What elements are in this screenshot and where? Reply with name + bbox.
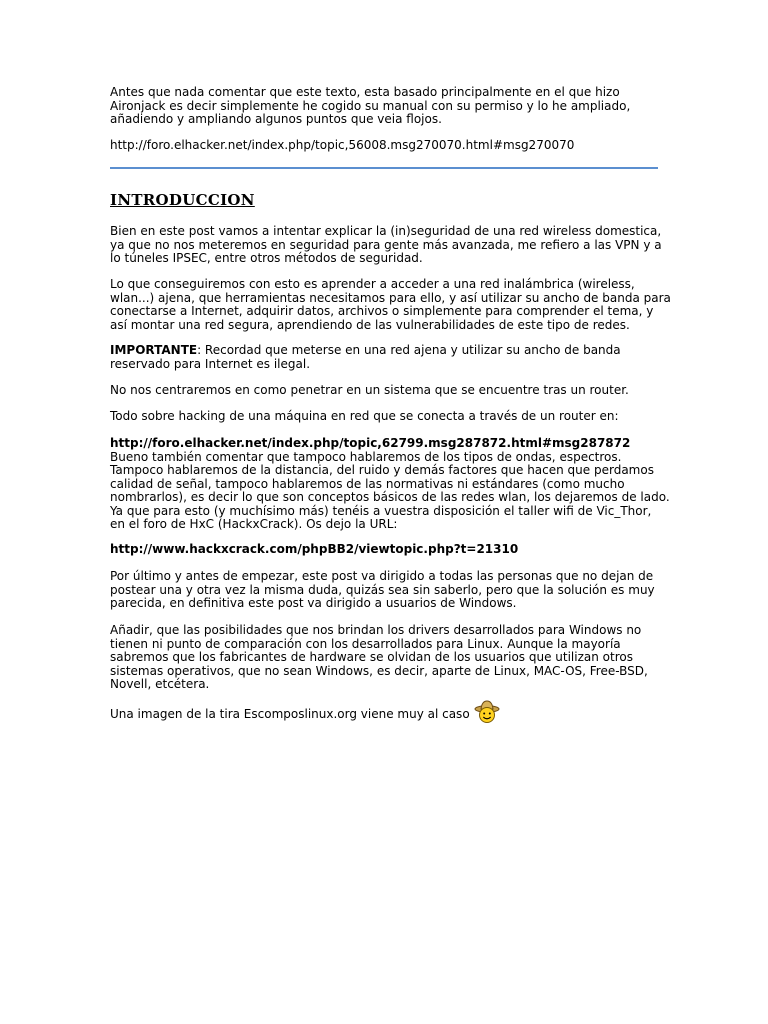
paragraph-line: parecida, en definitiva este post va dirigido a usuarios de Windows. bbox=[110, 596, 517, 610]
cowboy-smiley-icon bbox=[474, 700, 500, 724]
paragraph-line: postear una y otra vez la misma duda, quizás sea sin saberlo, pero que la solución es muy bbox=[110, 582, 655, 597]
paragraph-line: así montar una red segura, aprendiendo de las vulnerabilidades de este tipo de redes. bbox=[110, 317, 630, 332]
paragraph-line: Bien en este post vamos a intentar explicar la (in)seguridad de una red wireless domestica, bbox=[110, 224, 662, 238]
paragraph-line: Bueno también comentar que tampoco hablaremos de los tipos de ondas, espectros. bbox=[110, 449, 622, 464]
paragraph-line: Ya que para esto (y muchísimo más) tenéis a vuestra disposición el taller wifi de Vic_Thor, bbox=[110, 503, 652, 518]
paragraph-line: Todo sobre hacking de una máquina en red que se conecta a través de un router en: bbox=[110, 409, 619, 423]
paragraph-line: Tampoco hablaremos de la distancia, del ruido y demás factores que hacen que perdamos bbox=[110, 463, 654, 477]
paragraph-line: sabremos que los fabricantes de hardware se olvidan de los usuarios que utilizan otros bbox=[110, 650, 633, 664]
important-note bbox=[110, 344, 670, 371]
intro-line: Antes que nada comentar que este texto, esta basado principalmente en el que hizo bbox=[110, 85, 620, 99]
source-link[interactable]: http://foro.elhacker.net/index.php/topic,56008.msg270070.html#msg270070 bbox=[110, 138, 575, 152]
intro-line: Aironjack es decir simplemente he cogido su manual con su permiso y lo he ampliado, bbox=[110, 98, 631, 113]
paragraph-7 bbox=[110, 624, 670, 692]
paragraph-line: Añadir, que las posibilidades que nos brindan los drivers desarrollados para Windows no bbox=[110, 623, 642, 637]
paragraph-line: conectarse a Internet, adquirir datos, archivos o simplemente para comprender el tema, y bbox=[110, 304, 654, 318]
hacking-link[interactable]: http://foro.elhacker.net/index.php/topic,62799.msg287872.html#msg287872 bbox=[110, 436, 631, 450]
paragraph-line: Una imagen de la tira Escomposlinux.org viene muy al caso bbox=[110, 707, 470, 721]
important-text: : Recordad que meterse en una red ajena y utilizar su ancho de banda bbox=[197, 343, 621, 357]
intro-block bbox=[110, 86, 670, 127]
paragraph-line: Por último y antes de empezar, este post va dirigido a todas las personas que no dejan de bbox=[110, 569, 654, 583]
paragraph-line: Novell, etcétera. bbox=[110, 677, 210, 691]
paragraph-line: lo túneles IPSEC, entre otros métodos de seguridad. bbox=[110, 251, 423, 265]
paragraph-line: Lo que conseguiremos con esto es aprender a acceder a una red inalámbrica (wireless, bbox=[110, 277, 635, 291]
paragraph-line: sistemas operativos, que no sean Windows, es decir, aparte de Linux, MAC-OS, Free-BSD, bbox=[110, 663, 648, 678]
paragraph-line: wlan...) ajena, que herramientas necesitamos para ello, y así utilizar su ancho de banda para bbox=[110, 290, 671, 305]
hackxcrack-link[interactable]: http://www.hackxcrack.com/phpBB2/viewtopic.php?t=21310 bbox=[110, 542, 519, 556]
paragraph-line: ya que no nos meteremos en seguridad para gente más avanzada, me refiero a las VPN y a bbox=[110, 237, 662, 252]
paragraph-8 bbox=[110, 700, 670, 724]
paragraph-2 bbox=[110, 278, 670, 332]
paragraph-line: nombrarlos), es decir lo que son conceptos básicos de las redes wlan, los dejaremos de lado. bbox=[110, 490, 670, 504]
paragraph-6 bbox=[110, 570, 670, 611]
paragraph-line: No nos centraremos en como penetrar en un sistema que se encuentre tras un router. bbox=[110, 383, 629, 397]
paragraph-5 bbox=[110, 437, 670, 532]
section-title: INTRODUCCION bbox=[110, 191, 255, 209]
important-text: reservado para Internet es ilegal. bbox=[110, 356, 311, 371]
important-label: IMPORTANTE bbox=[110, 343, 198, 357]
paragraph-1 bbox=[110, 225, 670, 266]
section-divider bbox=[110, 167, 658, 169]
intro-line: añadiendo y ampliando algunos puntos que veia flojos. bbox=[110, 112, 442, 126]
paragraph-line: calidad de señal, tampoco hablaremos de las normativas ni estándares (como mucho bbox=[110, 476, 625, 491]
paragraph-line: en el foro de HxC (HackxCrack). Os dejo la URL: bbox=[110, 517, 398, 531]
paragraph-line: tienen ni punto de comparación con los desarrollados para Linux. Aunque la mayoría bbox=[110, 636, 621, 651]
